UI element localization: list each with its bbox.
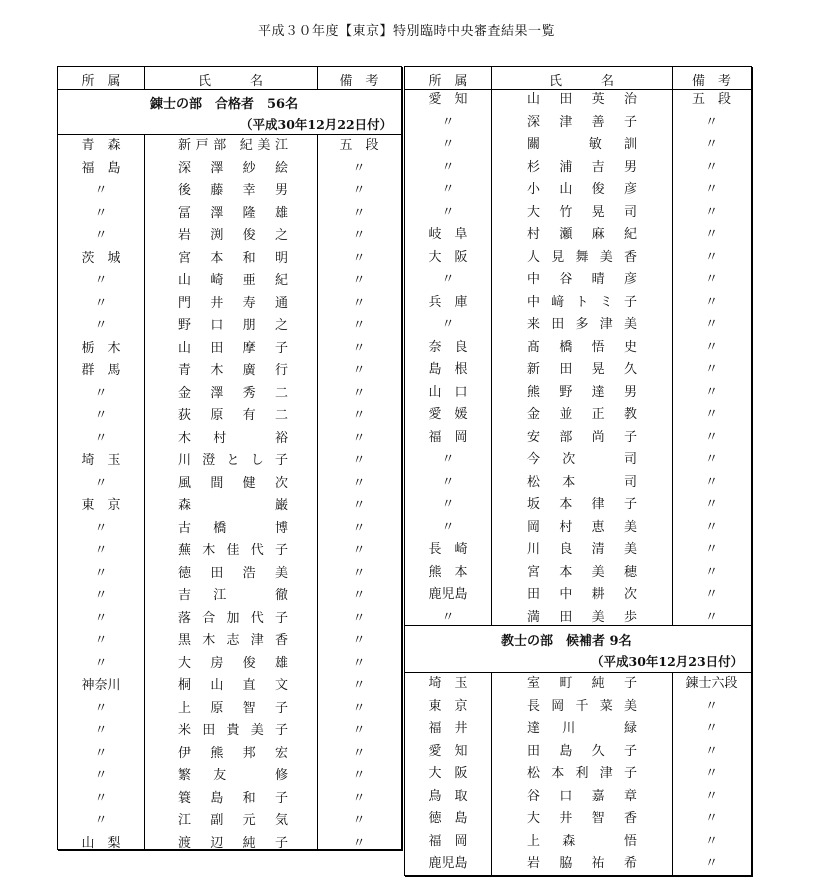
row-pref: 〃 [441,317,455,332]
row-pref: 鹿児島 [428,856,468,871]
row-note: 〃 [704,362,718,377]
row-name: 大 竹 晃 司 [527,204,637,220]
table-row [405,359,751,382]
row-pref: 〃 [94,768,108,783]
row-note: 〃 [352,453,366,468]
row-note: 〃 [704,159,718,175]
row-note: 〃 [352,678,366,693]
row-note: 〃 [704,609,718,625]
row-pref: 福 井 [428,721,468,736]
row-name: 江 副 元 気 [178,813,288,828]
row-note: 〃 [704,564,718,580]
row-pref: 熊 本 [428,564,468,580]
row-name: 金 澤 秀 二 [178,385,288,401]
row-name: 吉 江 徹 [178,588,288,603]
table-row [58,360,401,383]
row-pref: 〃 [94,633,108,648]
table-row [58,743,401,766]
row-note: 〃 [704,766,718,781]
row-pref: 〃 [94,813,108,828]
row-note: 〃 [352,520,366,536]
row-note: 〃 [352,655,366,671]
row-name: 宮 本 美 穂 [527,564,637,580]
table-row [405,314,751,337]
row-pref: 〃 [94,228,108,243]
table-row [58,653,401,676]
row-pref: 奈 良 [428,339,468,355]
row-note: 〃 [704,788,718,804]
row-name: 後 藤 幸 男 [178,183,288,198]
table-row [405,202,751,225]
row-pref: 〃 [441,452,455,467]
right-table [404,66,752,876]
right-header-row [405,67,751,90]
header-name: 氏 名 [548,74,614,89]
row-note: 〃 [352,160,366,176]
row-name: 田 島 久 子 [527,743,637,759]
row-note: 錬士六段 [685,676,738,691]
row-pref: 福 島 [81,160,121,176]
row-pref: 〃 [94,520,108,536]
row-name: 川 澄 と し 子 [178,453,288,468]
row-name: 室 町 純 子 [527,676,637,691]
row-note: 〃 [704,587,718,602]
row-note: 〃 [352,340,366,356]
row-pref: 〃 [94,183,108,198]
row-pref: 〃 [94,745,108,761]
row-pref: 愛 知 [428,743,468,759]
row-pref: 〃 [94,565,108,581]
row-note: 〃 [352,273,366,288]
row-note: 〃 [352,498,366,513]
row-pref: 〃 [441,204,455,220]
table-row [58,698,401,721]
table-row [58,788,401,811]
row-pref: 〃 [94,655,108,671]
row-name: 山 田 英 治 [527,92,637,107]
row-pref: 埼 玉 [428,676,468,691]
row-note: 〃 [352,475,366,491]
row-note: 〃 [704,204,718,220]
table-row [58,383,401,406]
row-pref: 〃 [94,205,108,221]
row-name: 森 巌 [178,498,288,513]
row-note: 〃 [352,205,366,221]
row-pref: 〃 [441,474,455,490]
row-name: 上 森 悟 [527,833,637,849]
table-row [405,89,751,112]
row-pref: 兵 庫 [428,294,468,310]
row-pref: 〃 [441,272,455,287]
table-row [58,180,401,203]
row-name: 大 井 智 香 [527,811,637,826]
row-pref: 茨 城 [81,250,121,266]
row-note: 〃 [704,743,718,759]
table-row [58,225,401,248]
table-row [405,179,751,202]
row-name: 中 﨑 ト ミ 子 [527,294,637,310]
row-name: 青 木 廣 行 [178,363,288,378]
row-note: 〃 [704,721,718,736]
row-pref: 鹿児島 [428,587,468,602]
row-name: 黒 木 志 津 香 [178,633,288,648]
table-row [405,269,751,292]
table-row [58,833,401,856]
row-note: 〃 [704,272,718,287]
row-pref: 〃 [441,609,455,625]
row-pref: 大 阪 [428,766,468,781]
row-note: 〃 [704,698,718,714]
row-pref: 神奈川 [81,678,121,693]
row-pref: 〃 [94,475,108,491]
row-name: 坂 本 律 子 [527,497,637,512]
row-name: 人 見 舞 美 香 [527,249,637,265]
table-row [405,673,751,696]
table-row [405,427,751,450]
row-name: 谷 口 嘉 章 [527,788,637,804]
table-row [405,494,751,517]
row-note: 〃 [704,317,718,332]
row-pref: 〃 [94,408,108,423]
table-row [58,428,401,451]
row-name: 冨 澤 隆 雄 [178,205,288,221]
row-pref: 東 京 [428,698,468,714]
table-row [58,450,401,473]
left-header-divider-2 [317,67,318,89]
table-row [58,158,401,181]
row-note: 〃 [704,407,718,422]
row-note: 〃 [704,429,718,445]
row-name: 熊 野 達 男 [527,384,637,400]
row-name: 安 部 尚 子 [527,429,637,445]
row-pref: 福 岡 [428,833,468,849]
row-name: 村 瀬 麻 紀 [527,227,637,242]
row-name: 大 房 俊 雄 [178,655,288,671]
row-note: 〃 [352,543,366,558]
table-row [58,630,401,653]
row-pref: 〃 [441,114,455,130]
row-pref: 長 崎 [428,542,468,557]
row-pref: 〃 [441,159,455,175]
header-note: 備 考 [691,74,731,89]
row-name: 山 崎 亜 紀 [178,273,288,288]
row-name: 米 田 貴 美 子 [178,723,288,738]
row-name: 門 井 寿 通 [178,295,288,311]
row-note: 〃 [704,294,718,310]
table-row [58,810,401,833]
row-pref: 〃 [94,318,108,333]
row-note: 〃 [704,137,718,152]
row-pref: 東 京 [81,498,121,513]
row-name: 深 津 善 子 [527,114,637,130]
row-pref: 福 岡 [428,429,468,445]
row-name: 新 戸 部 紀 美 江 [178,138,288,153]
table-row [405,247,751,270]
row-note: 〃 [704,114,718,130]
row-note: 〃 [352,610,366,626]
row-note: 〃 [704,227,718,242]
row-pref: 群 馬 [81,363,121,378]
header-pref: 所 属 [81,74,121,89]
renshi-date: （平成30年12月22日付） [240,117,393,132]
row-pref: 〃 [94,610,108,626]
row-note: 〃 [352,835,366,851]
row-name: 風 間 健 次 [178,475,288,491]
table-row [405,382,751,405]
row-note: 〃 [352,295,366,311]
table-row [405,224,751,247]
row-name: 髙 橋 悟 史 [527,339,637,355]
row-note: 〃 [352,228,366,243]
row-pref: 〃 [94,385,108,401]
row-note: 〃 [704,497,718,512]
row-note: 〃 [352,745,366,761]
left-table [57,66,402,850]
kyoshi-date: （平成30年12月23日付） [591,654,744,669]
row-note: 〃 [352,633,366,648]
table-row [405,292,751,315]
row-name: 桐 山 直 文 [178,678,288,693]
row-pref: 〃 [441,519,455,535]
row-name: 蕪 木 佳 代 子 [178,543,288,558]
row-name: 小 山 俊 彦 [527,182,637,197]
row-pref: 〃 [441,137,455,152]
row-pref: 〃 [441,182,455,197]
row-pref: 栃 木 [81,340,121,356]
row-pref: 〃 [94,430,108,446]
row-pref: 〃 [94,543,108,558]
row-name: 田 中 耕 次 [527,587,637,602]
row-name: 伊 熊 邦 宏 [178,745,288,761]
row-name: 達 川 緑 [527,721,637,736]
row-pref: 山 口 [428,384,468,400]
row-name: 来 田 多 津 美 [527,317,637,332]
table-row [58,338,401,361]
table-row [58,675,401,698]
left-header-divider-1 [144,67,145,89]
renshi-heading: 錬士の部 合格者 56名 [150,97,299,112]
header-pref: 所 属 [428,74,468,89]
table-row [58,765,401,788]
kyoshi-heading: 教士の部 候補者 9名 [501,634,632,649]
row-note: 〃 [352,430,366,446]
row-pref: 〃 [94,790,108,806]
table-row [58,540,401,563]
row-pref: 愛 媛 [428,407,468,422]
table-row [58,248,401,271]
row-note: 〃 [352,565,366,581]
row-name: 杉 浦 吉 男 [527,159,637,175]
row-pref: 〃 [94,723,108,738]
row-name: 中 谷 晴 彦 [527,272,637,287]
table-row [405,112,751,135]
row-name: 新 田 晃 久 [527,362,637,377]
table-row [405,696,751,719]
table-row [405,584,751,607]
row-pref: 〃 [441,497,455,512]
row-note: 〃 [352,363,366,378]
row-name: 岩 脇 祐 希 [527,856,637,871]
row-name: 野 口 朋 之 [178,318,288,333]
row-note: 〃 [704,384,718,400]
table-row [58,585,401,608]
table-row [58,315,401,338]
kyoshi-top-line [405,625,751,626]
row-pref: 島 根 [428,362,468,377]
row-note: 〃 [352,408,366,423]
row-name: 岩 渕 俊 之 [178,228,288,243]
row-name: 渡 辺 純 子 [178,835,288,851]
row-name: 松 本 司 [527,474,637,490]
table-row [405,808,751,831]
row-pref: 徳 島 [428,811,468,826]
table-row [405,539,751,562]
table-row [405,157,751,180]
table-row [405,517,751,540]
row-pref: 〃 [94,700,108,716]
row-note: 〃 [704,249,718,265]
row-name: 木 村 裕 [178,430,288,446]
row-name: 繁 友 修 [178,768,288,783]
row-pref: 岐 阜 [428,227,468,242]
row-pref: 愛 知 [428,92,468,107]
row-name: 徳 田 浩 美 [178,565,288,581]
row-name: 深 澤 紗 絵 [178,160,288,176]
table-row [58,473,401,496]
table-row [58,405,401,428]
row-name: 上 原 智 子 [178,700,288,716]
row-name: 満 田 美 歩 [527,609,637,625]
table-row [405,853,751,876]
row-note: 五 段 [691,92,731,107]
row-name: 落 合 加 代 子 [178,610,288,626]
row-note: 〃 [352,385,366,401]
row-name: 金 並 正 教 [527,407,637,422]
table-row [405,134,751,157]
row-note: 〃 [704,856,718,871]
table-row [405,562,751,585]
row-note: 〃 [352,813,366,828]
row-note: 〃 [352,723,366,738]
row-name: 古 橋 博 [178,520,288,536]
row-note: 五 段 [339,138,379,153]
table-row [58,720,401,743]
row-name: 山 田 摩 子 [178,340,288,356]
row-note: 〃 [704,519,718,535]
row-name: 荻 原 有 二 [178,408,288,423]
table-row [58,518,401,541]
table-row [58,563,401,586]
table-row [58,270,401,293]
row-note: 〃 [352,183,366,198]
row-note: 〃 [352,588,366,603]
table-row [405,741,751,764]
row-pref: 埼 玉 [81,453,121,468]
left-header-row [58,67,401,90]
row-name: 今 次 司 [527,452,637,467]
row-name: 長 岡 千 菜 美 [527,698,637,714]
row-name: 松 本 利 津 子 [527,766,637,781]
row-name: 宮 本 和 明 [178,250,288,266]
table-row [58,135,401,158]
row-note: 〃 [704,833,718,849]
row-pref: 〃 [94,273,108,288]
row-pref: 〃 [94,588,108,603]
table-row [405,718,751,741]
row-note: 〃 [352,318,366,333]
row-pref: 〃 [94,295,108,311]
row-note: 〃 [704,811,718,826]
row-note: 〃 [704,452,718,467]
row-name: 川 良 清 美 [527,542,637,557]
header-note: 備 考 [339,74,379,89]
table-row [405,404,751,427]
table-row [58,495,401,518]
row-note: 〃 [704,339,718,355]
row-note: 〃 [352,768,366,783]
row-note: 〃 [352,250,366,266]
row-pref: 山 梨 [81,835,121,851]
table-row [405,831,751,854]
table-row [58,203,401,226]
header-name: 氏 名 [197,74,263,89]
row-name: 簑 島 和 子 [178,790,288,806]
row-pref: 鳥 取 [428,788,468,804]
row-note: 〃 [704,182,718,197]
table-row [405,786,751,809]
row-name: 關 敏 訓 [527,137,637,152]
row-note: 〃 [352,790,366,806]
table-row [58,293,401,316]
table-row [405,472,751,495]
row-note: 〃 [352,700,366,716]
row-name: 岡 村 恵 美 [527,519,637,535]
page-title: 平成３０年度【東京】特別臨時中央審査結果一覧 [257,24,555,39]
row-note: 〃 [704,474,718,490]
row-pref: 大 阪 [428,249,468,265]
table-row [405,337,751,360]
row-pref: 青 森 [81,138,121,153]
table-row [405,763,751,786]
table-row [58,608,401,631]
table-row [405,449,751,472]
row-note: 〃 [704,542,718,557]
